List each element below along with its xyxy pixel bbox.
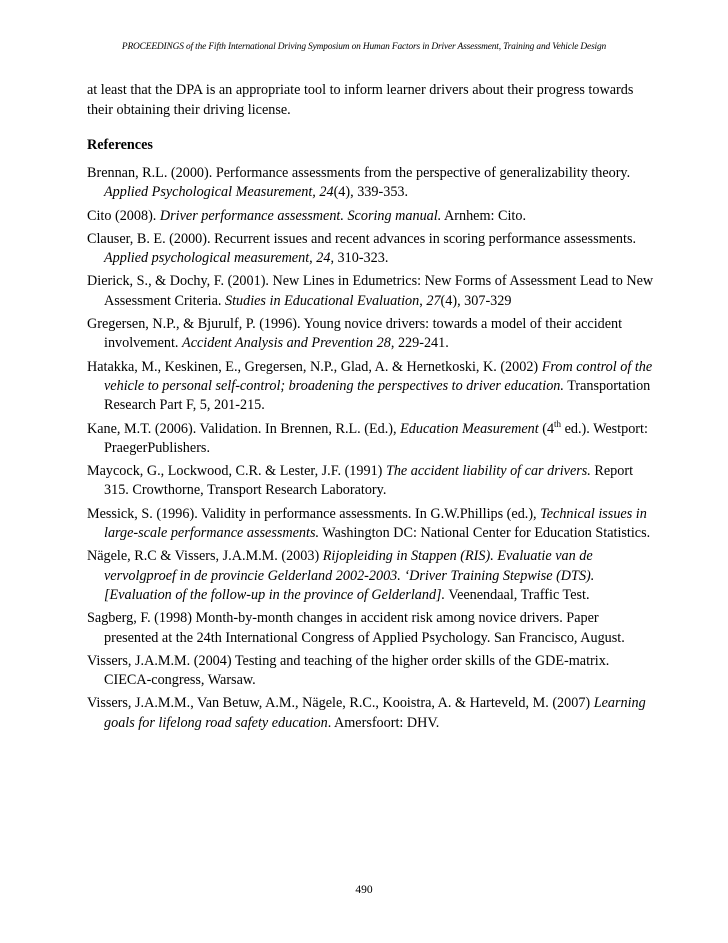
reference-maycock-1991: Maycock, G., Lockwood, C.R. & Lester, J.F. (1991) The accident liability of car drivers. Report 315. Crowthorne, Transport Research Laboratory. <box>87 463 634 499</box>
reference-sagberg-1998: Sagberg, F. (1998) Month-by-month changes in accident risk among novice drivers. Paper presented at the 24th International Congress of Applied Psychology. San Francisco, August. <box>87 610 625 646</box>
intro-paragraph <box>87 80 652 120</box>
reference-gregersen-1996: Gregersen, N.P., & Bjurulf, P. (1996). Young novice drivers: towards a model of their accident involvement. Accident Analysis and Prevention 28, 229-241. <box>87 316 623 352</box>
reference-brennan-2000: Brennan, R.L. (2000). Performance assessments from the perspective of generalizability theory. Applied Psychological Measurement, 24(4), 339-353. <box>87 165 631 201</box>
reference-kane-2006: Kane, M.T. (2006). Validation. In Brennen, R.L. (Ed.), Education Measurement (4th ed.). Westport: PraegerPublishers. <box>87 418 648 456</box>
reference-cito-2008: Cito (2008). Driver performance assessment. Scoring manual. Arnhem: Cito. <box>87 207 526 224</box>
intro-text: at least that the DPA is an appropriate tool to inform learner drivers about their progress towards their obtaining their driving license. <box>87 82 634 118</box>
references-heading: References <box>87 137 153 153</box>
running-header: PROCEEDINGS of the Fifth International Driving Symposium on Human Factors in Driver Assessment, Training and Vehicle Design <box>121 42 607 52</box>
reference-vissers-2007: Vissers, J.A.M.M., Van Betuw, A.M., Nägele, R.C., Kooistra, A. & Harteveld, M. (2007) Learning goals for lifelong road safety education. Amersfoort: DHV. <box>87 695 646 731</box>
reference-dierick-2001: Dierick, S., & Dochy, F. (2001). New Lines in Edumetrics: New Forms of Assessment Lead to New Assessment Criteria. Studies in Educational Evaluation, 27(4), 307-329 <box>87 273 654 309</box>
reference-clauser-2000: Clauser, B. E. (2000). Recurrent issues and recent advances in scoring performance assessments. Applied psychological measurement, 24, 310-323. <box>87 230 637 267</box>
reference-hatakka-2002: Hatakka, M., Keskinen, E., Gregersen, N.P., Glad, A. & Hernetkoski, K. (2002) From control of the vehicle to personal self-control; broadening the perspectives to driver education. Transportation Research Part F, 5, 201-215. <box>87 358 653 414</box>
references-list <box>87 164 655 737</box>
page-number: 490 <box>355 884 373 896</box>
reference-nagele-2003: Nägele, R.C & Vissers, J.A.M.M. (2003) Rijopleiding in Stappen (RIS). Evaluatie van de vervolgproef in de provincie Gelderland 2002-2003. ‘Driver Training Stepwise (DTS). [Evaluation of the follow-up in the province of Gelderland]. Veenendaal, Traffic Test. <box>87 548 595 603</box>
reference-messick-1996: Messick, S. (1996). Validity in performance assessments. In G.W.Phillips (ed.), Technical issues in large-scale performance assessments. Washington DC: National Center for Education Statistics. <box>87 505 651 542</box>
reference-vissers-2004: Vissers, J.A.M.M. (2004) Testing and teaching of the higher order skills of the GDE-matrix. CIECA-congress, Warsaw. <box>87 652 610 689</box>
